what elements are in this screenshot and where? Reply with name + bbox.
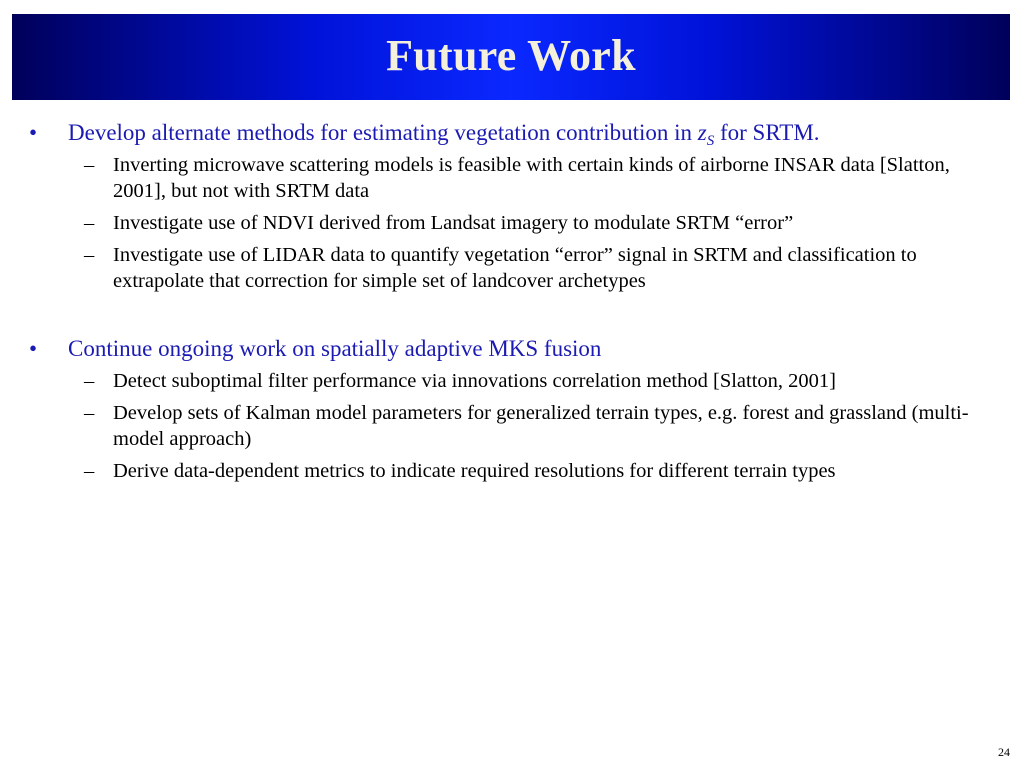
bullet-1-text-after: for SRTM. [714,120,820,145]
bullet-2-subitems [0,368,1024,484]
subitem-1-1 [0,152,1024,204]
bullet-2 [0,334,1024,484]
dash-icon: – [84,460,95,482]
bullet-1-text-before: Develop alternate methods for estimating vegetation contribution in [68,120,698,145]
subitem-text: Develop sets of Kalman model parameters for generalized terrain types, e.g. forest and grassland (multi-model approach) [113,402,969,450]
bullet-1 [0,118,1024,294]
bullet-1-math-var: z [697,120,707,145]
dash-icon: – [84,154,95,176]
bullet-1-line [0,118,1024,148]
subitem-2-3 [0,458,1024,484]
bullet-1-math-sub: S [706,133,715,149]
dash-icon: – [84,212,95,234]
bullet-1-subitems [0,152,1024,294]
subitem-text: Investigate use of LIDAR data to quantify vegetation “error” signal in SRTM and classification to extrapolate that correction for simple set of landcover archetypes [113,244,917,292]
dash-icon: – [84,402,95,424]
bullet-icon: • [29,120,38,145]
subitem-text: Inverting microwave scattering models is feasible with certain kinds of airborne INSAR data [Slatton, 2001], but not with SRTM data [113,154,950,202]
subitem-2-1 [0,368,1024,394]
subitem-text: Detect suboptimal filter performance via innovations correlation method [Slatton, 2001] [113,370,836,392]
dash-icon: – [84,370,95,392]
subitem-1-2 [0,210,1024,236]
bullet-icon: • [29,336,38,361]
subitem-text: Investigate use of NDVI derived from Landsat imagery to modulate SRTM “error” [113,212,794,234]
subitem-1-3 [0,242,1024,294]
subitem-2-2 [0,400,1024,452]
slide-title: Future Work [386,30,636,80]
page-number: 24 [998,745,1010,759]
title-bar [12,14,1010,100]
subitem-text: Derive data-dependent metrics to indicate required resolutions for different terrain types [113,460,836,482]
bullet-2-text: Continue ongoing work on spatially adaptive MKS fusion [68,336,602,361]
slide-content [0,118,1024,490]
dash-icon: – [84,244,95,266]
bullet-2-line [0,334,1024,364]
